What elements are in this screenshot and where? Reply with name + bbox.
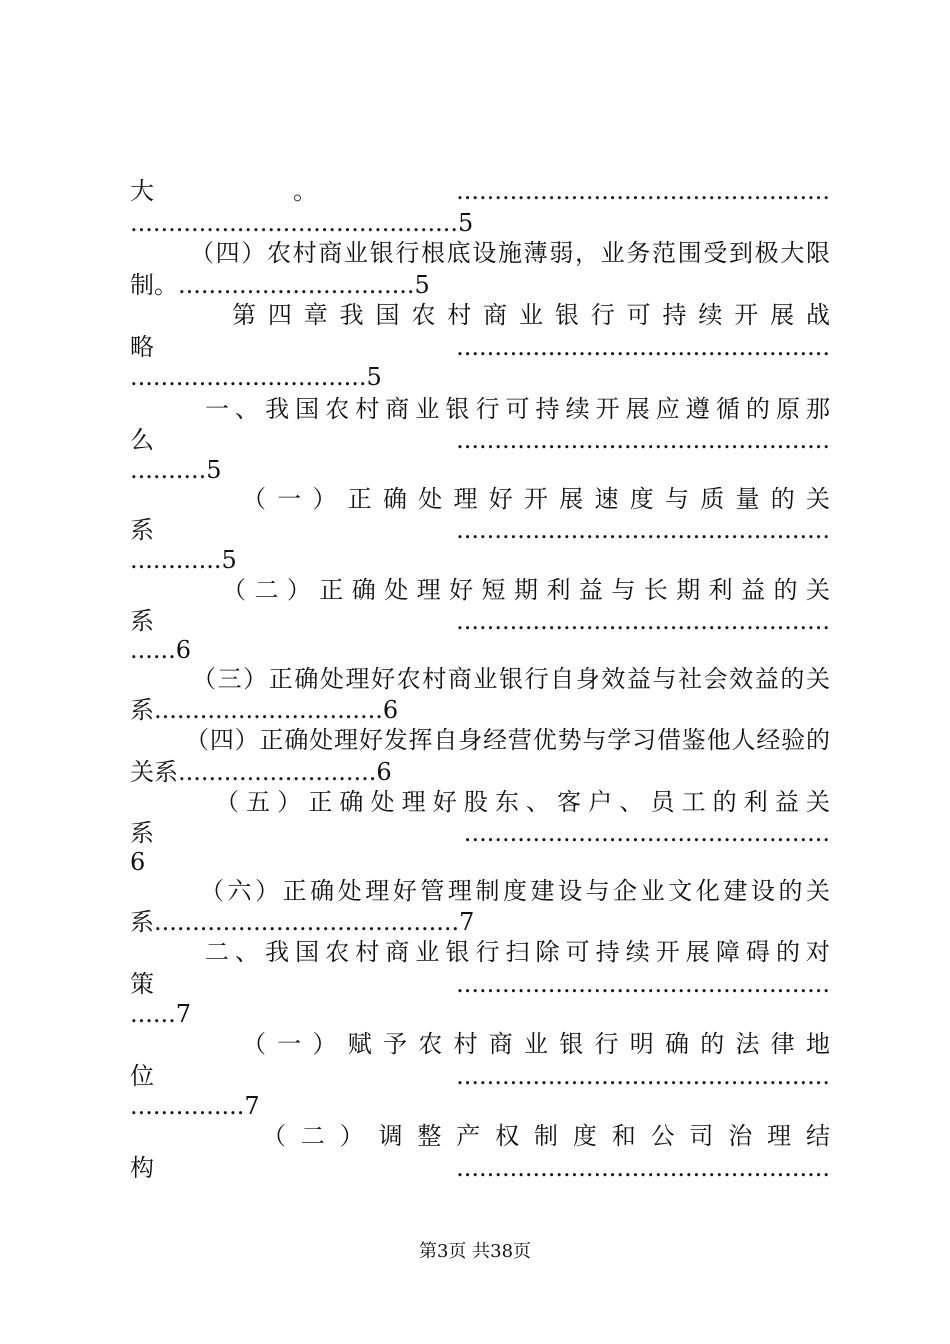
toc-line: 位................................................. bbox=[130, 1062, 830, 1090]
toc-line: （四）正确处理好发挥自身经营优势与学习借鉴他人经验的 bbox=[185, 726, 830, 754]
toc-line: 6 bbox=[130, 848, 146, 876]
toc-line: ..........5 bbox=[130, 456, 222, 484]
toc-line: 第四章我国农村商业银行可持续开展战 bbox=[232, 301, 830, 329]
toc-line: （六）正确处理好管理制度建设与企业文化建设的关 bbox=[200, 877, 830, 905]
toc-line: 系..............................6 bbox=[130, 696, 399, 724]
toc-line: （一）赋予农村商业银行明确的法律地 bbox=[242, 1030, 830, 1058]
toc-line: 策................................................. bbox=[130, 970, 830, 998]
page-footer: 第3页 共38页 bbox=[418, 1241, 532, 1262]
toc-line: 大。................................................. bbox=[130, 177, 830, 205]
toc-line: （二）调整产权制度和公司治理结 bbox=[262, 1122, 830, 1150]
toc-line: 构................................................. bbox=[130, 1154, 830, 1182]
toc-line: 系................................................. bbox=[130, 607, 830, 635]
toc-line: （三）正确处理好农村商业银行自身效益与社会效益的关 bbox=[192, 665, 830, 693]
toc-line: ......7 bbox=[130, 1000, 192, 1028]
toc-line: 系........................................7 bbox=[130, 908, 475, 936]
toc-line: （一）正确处理好开展速度与质量的关 bbox=[242, 485, 830, 513]
toc-line: 二、我国农村商业银行扫除可持续开展障碍的对 bbox=[205, 938, 830, 966]
toc-line: 一、我国农村商业银行可持续开展应遵循的原那 bbox=[205, 395, 830, 423]
toc-line: 系................................................ bbox=[130, 819, 830, 847]
toc-line: （二）正确处理好短期利益与长期利益的关 bbox=[222, 576, 830, 604]
toc-line: ...............................5 bbox=[130, 363, 382, 391]
toc-line: 略................................................. bbox=[130, 333, 830, 361]
toc-line: ...............7 bbox=[130, 1092, 260, 1120]
toc-line: ...........................................5 bbox=[130, 209, 474, 237]
toc-line: 系................................................. bbox=[130, 516, 830, 544]
toc-line: 关系..........................6 bbox=[130, 758, 392, 786]
toc-line: ............5 bbox=[130, 546, 237, 574]
toc-line: （五）正确处理好股东、客户、员工的利益关 bbox=[215, 788, 830, 816]
toc-line: ......6 bbox=[130, 636, 192, 664]
toc-line: 么................................................. bbox=[130, 426, 830, 454]
toc-line: 制。...............................5 bbox=[130, 271, 430, 299]
toc-line: （四）农村商业银行根底设施薄弱，业务范围受到极大限 bbox=[190, 239, 830, 267]
